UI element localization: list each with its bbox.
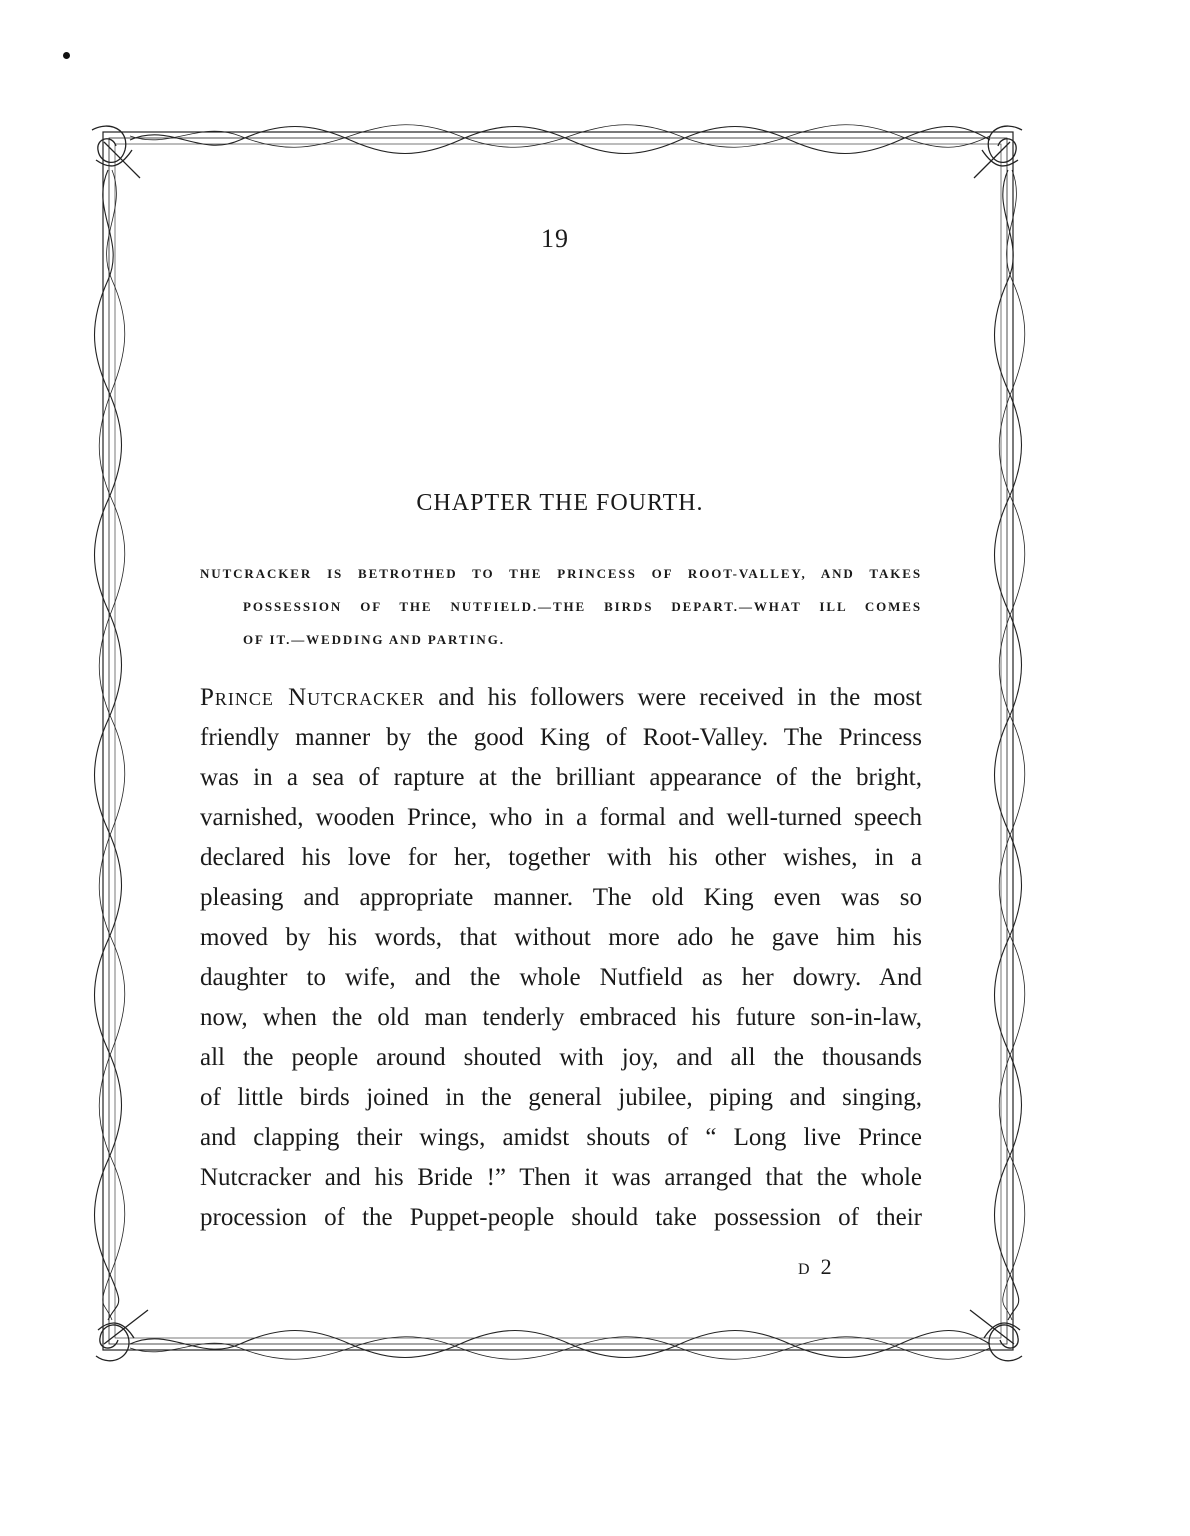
chapter-title: CHAPTER THE FOURTH. (416, 490, 704, 516)
page-number: 19 (541, 224, 569, 253)
body-line: daughter to wife, and the whole Nutfield as her dowry. And (200, 964, 922, 991)
body-line: Nutcracker and his Bride !” Then it was arranged that the whole (200, 1164, 922, 1191)
body-line: declared his love for her, together with his other wishes, in a (200, 844, 922, 871)
body-line: all the people around shouted with joy, and all the thousands (200, 1044, 922, 1071)
signature-letter: D (798, 1261, 811, 1278)
opening-words: Prince Nutcracker (200, 684, 426, 711)
body-text (200, 683, 922, 1243)
body-line: and clapping their wings, amidst shouts of “ Long live Prince (200, 1124, 922, 1151)
chapter-summary-line: POSSESSION OF THE NUTFIELD.—THE BIRDS DEPART.—WHAT ILL COMES (243, 599, 922, 614)
body-line: procession of the Puppet-people should take possession of their (200, 1204, 922, 1231)
chapter-summary-line: OF IT.—WEDDING AND PARTING. (243, 632, 505, 647)
chapter-summary-line: NUTCRACKER IS BETROTHED TO THE PRINCESS OF ROOT-VALLEY, AND TAKES (200, 566, 922, 581)
body-line: now, when the old man tenderly embraced his future son-in-law, (200, 1004, 922, 1031)
body-line: of little birds joined in the general jubilee, piping and singing, (200, 1084, 922, 1111)
body-line: varnished, wooden Prince, who in a formal and well-turned speech (200, 804, 922, 831)
signature-mark (798, 1254, 832, 1280)
body-line: moved by his words, that without more ado he gave him his (200, 924, 922, 951)
body-line (200, 683, 922, 723)
signature-number: 2 (820, 1254, 832, 1279)
body-line: pleasing and appropriate manner. The old King even was so (200, 884, 922, 911)
body-line-rest: and his followers were received in the most (425, 684, 923, 711)
body-line: friendly manner by the good King of Root-Valley. The Princess (200, 724, 922, 751)
body-line: was in a sea of rapture at the brilliant appearance of the bright, (200, 764, 922, 791)
